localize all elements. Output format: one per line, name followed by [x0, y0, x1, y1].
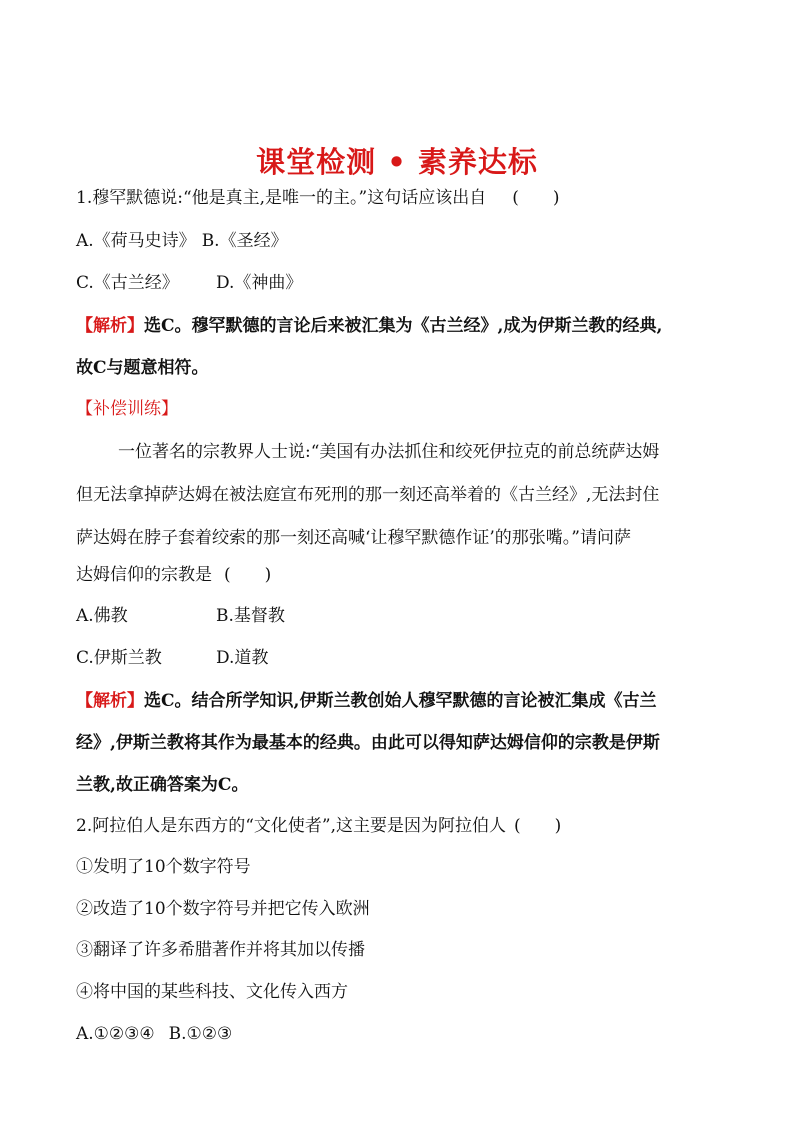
question-1-option-b: B.《圣经》 — [201, 231, 288, 251]
question-1-options-row-1 — [76, 229, 288, 253]
supplement-analysis-text-2: 经》,伊斯兰教将其作为最基本的经典。由此可以得知萨达姆信仰的宗教是伊斯 — [76, 733, 660, 753]
question-2-option-a: A.①②③④ — [76, 1024, 155, 1044]
supplement-analysis-tag: 【解析】 — [76, 691, 144, 711]
question-2-stem-line — [76, 814, 561, 838]
supplement-options-row-2 — [76, 646, 268, 670]
supplement-option-d: D.道教 — [216, 648, 269, 668]
page-title: 课堂检测 • 素养达标 — [256, 145, 538, 179]
supplement-text-line-1: 一位著名的宗教界人士说:“美国有办法抓住和绞死伊拉克的前总统萨达姆 — [118, 442, 660, 462]
question-1-option-d: D.《神曲》 — [216, 273, 303, 293]
question-1-stem-line — [76, 186, 560, 210]
question-1-analysis-tag: 【解析】 — [76, 316, 144, 336]
question-1-stem: 1.穆罕默德说:“他是真主,是唯一的主。”这句话应该出自 — [76, 188, 487, 208]
question-2-answer-blank: ( ) — [514, 816, 562, 836]
question-1-analysis-text-1: 选C。穆罕默德的言论后来被汇集为《古兰经》,成为伊斯兰教的经典, — [144, 316, 663, 336]
question-2-item-2: ②改造了10个数字符号并把它传入欧洲 — [76, 899, 370, 919]
supplement-text-line-2: 但无法拿掉萨达姆在被法庭宣布死刑的那一刻还高举着的《古兰经》,无法封住 — [76, 485, 660, 505]
question-1-analysis-line-1 — [76, 314, 662, 338]
question-1-option-a: A.《荷马史诗》 — [76, 231, 196, 251]
supplement-option-b: B.基督教 — [216, 606, 285, 626]
question-2-options-row-1 — [76, 1022, 232, 1046]
question-1-answer-blank: ( ) — [512, 188, 560, 208]
supplement-tag: 【补偿训练】 — [76, 399, 178, 419]
supplement-option-c: C.伊斯兰教 — [76, 648, 162, 668]
supplement-analysis-text-1: 选C。结合所学知识,伊斯兰教创始人穆罕默德的言论被汇集成《古兰 — [144, 691, 657, 711]
supplement-stem-end: 达姆信仰的宗教是 — [76, 565, 212, 585]
supplement-option-a: A.佛教 — [76, 606, 128, 626]
supplement-text-line-4 — [76, 563, 271, 587]
question-1-options-row-2 — [76, 271, 302, 295]
supplement-options-row-1 — [76, 604, 285, 628]
question-2-item-4: ④将中国的某些科技、文化传入西方 — [76, 982, 348, 1002]
question-2-stem: 2.阿拉伯人是东西方的“文化使者”,这主要是因为阿拉伯人 — [76, 816, 507, 836]
question-1-analysis-text-2: 故C与题意相符。 — [76, 358, 209, 378]
question-1-option-c: C.《古兰经》 — [76, 273, 179, 293]
question-1-analysis-line-2 — [76, 356, 209, 380]
question-2-item-3: ③翻译了许多希腊著作并将其加以传播 — [76, 940, 365, 960]
supplement-analysis-line-1 — [76, 689, 656, 713]
question-2-item-1: ①发明了10个数字符号 — [76, 857, 251, 877]
supplement-answer-blank: ( ) — [224, 565, 272, 585]
supplement-analysis-text-3: 兰教,故正确答案为C。 — [76, 775, 249, 795]
question-2-option-b: B.①②③ — [168, 1024, 233, 1044]
supplement-text-line-3: 萨达姆在脖子套着绞索的那一刻还高喊‘让穆罕默德作证’的那张嘴。”请问萨 — [76, 528, 631, 548]
